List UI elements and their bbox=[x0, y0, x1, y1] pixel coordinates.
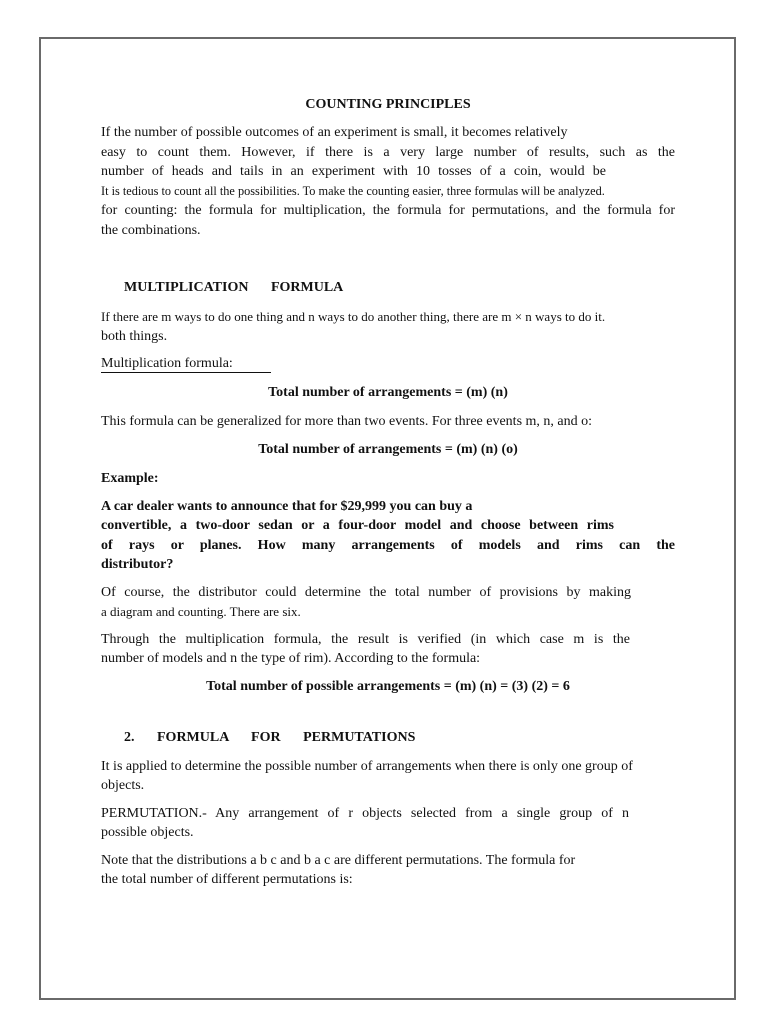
intro-line-2: easy to count them. However, if there is a very large number of results, such as the bbox=[101, 144, 675, 160]
intro-line-6: the combinations. bbox=[101, 222, 201, 238]
example-line-3: of rays or planes. How many arrangements of models and rims can the bbox=[101, 537, 675, 553]
formula-two-events: Total number of arrangements = (m) (n) bbox=[268, 384, 508, 400]
permutation-applied bbox=[101, 757, 675, 796]
intro-line-5: for counting: the formula for multiplication, the formula for permutations, and the formula for bbox=[101, 203, 675, 218]
through-line-1: Through the multiplication formula, the result is verified (in which case m is the bbox=[101, 631, 630, 647]
multiplication-heading: MULTIPLICATION FORMULA bbox=[124, 280, 344, 295]
applied-line-2: objects. bbox=[101, 778, 145, 793]
permutation-definition bbox=[101, 804, 675, 843]
course-line-1: Of course, the distributor could determine the total number of provisions by making bbox=[101, 584, 631, 600]
of-course-paragraph bbox=[101, 583, 675, 622]
course-line-2: a diagram and counting. There are six. bbox=[101, 604, 301, 619]
generalization-text: This formula can be generalized for more than two events. For three events m, n, and o: bbox=[101, 413, 593, 429]
permutations-heading: 2. FORMULA FOR PERMUTATIONS bbox=[124, 729, 416, 745]
intro-line-4: It is tedious to count all the possibilities. To make the counting easier, three formulas will be analyzed. bbox=[101, 183, 605, 198]
page-title: COUNTING PRINCIPLES bbox=[305, 97, 471, 112]
formula-three-events: Total number of arrangements = (m) (n) (o) bbox=[258, 442, 518, 457]
through-line-2: number of models and n the type of rim). According to the formula: bbox=[101, 651, 481, 666]
through-paragraph bbox=[101, 630, 675, 669]
note-line-2: the total number of different permutations is: bbox=[101, 872, 353, 887]
document-page bbox=[39, 37, 736, 1000]
multiplication-definition bbox=[101, 307, 675, 346]
mult-def-line-2: both things. bbox=[101, 328, 168, 344]
example-label: Example: bbox=[101, 471, 159, 486]
note-line-1: Note that the distributions a b c and b a c are different permutations. The formula for bbox=[101, 852, 576, 868]
example-problem bbox=[101, 497, 675, 575]
intro-line-1: If the number of possible outcomes of an experiment is small, it becomes relatively bbox=[101, 125, 568, 140]
intro-line-3: number of heads and tails in an experiment with 10 tosses of a coin, would be bbox=[101, 164, 606, 179]
applied-line-1: It is applied to determine the possible number of arrangements when there is only one group of bbox=[101, 758, 633, 774]
formula-label-text: Multiplication formula: bbox=[101, 356, 271, 373]
example-line-4: distributor? bbox=[101, 557, 174, 572]
permutation-note bbox=[101, 851, 675, 890]
formula-result: Total number of possible arrangements = (m) (n) = (3) (2) = 6 bbox=[206, 678, 570, 694]
perm-def-line-1: PERMUTATION.- Any arrangement of r objects selected from a single group of n bbox=[101, 805, 629, 821]
mult-def-line-1: If there are m ways to do one thing and n ways to do another thing, there are m × n ways to do it. bbox=[101, 309, 606, 324]
intro-paragraph bbox=[101, 123, 675, 240]
example-line-1: A car dealer wants to announce that for $29,999 you can buy a bbox=[101, 498, 473, 514]
perm-def-line-2: possible objects. bbox=[101, 825, 194, 840]
multiplication-formula-label bbox=[101, 354, 675, 374]
document-content bbox=[101, 95, 675, 898]
example-line-2: convertible, a two-door sedan or a four-door model and choose between rims bbox=[101, 518, 614, 533]
